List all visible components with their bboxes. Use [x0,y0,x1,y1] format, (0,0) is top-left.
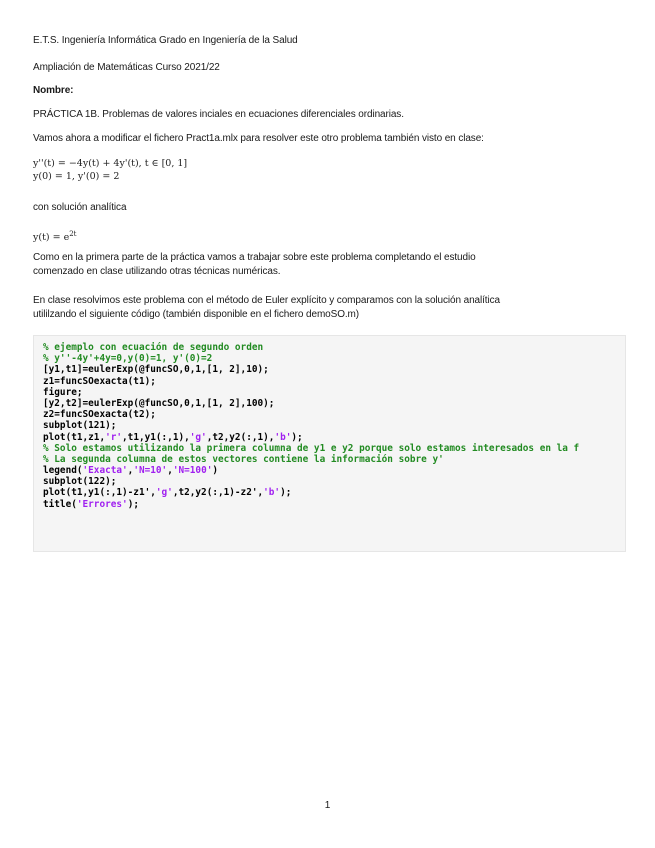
code-text: [y2,t2]=eulerExp(@funcSO,0,1,[1, 2],100); [43,397,275,409]
paragraph-study-line-2: comenzado en clase utilizando otras técnicas numéricas. [33,266,281,277]
code-text: plot(t1,z1, [43,431,106,443]
page-number: 1 [324,800,331,811]
paragraph-class [33,294,593,322]
header-course: Ampliación de Matemáticas Curso 2021/22 [33,62,220,73]
code-string: 'Exacta' [82,465,128,477]
code-text: title( [43,498,77,510]
code-line [43,376,579,387]
code-line [43,387,579,398]
code-string: 'N=10' [133,465,168,477]
intro-text: Vamos ahora a modificar el fichero Pract1a.mlx para resolver este otro problema también visto en clase: [33,133,484,144]
code-text: , [167,465,173,477]
code-text: z1=funcSOexacta(t1); [43,375,156,387]
code-string: 'g' [155,487,173,499]
code-text: [y1,t1]=eulerExp(@funcSO,0,1,[1, 2],10); [43,364,269,376]
code-text: ,t2,y2(:,1)-z2', [172,487,264,499]
code-line [43,409,579,420]
code-text: figure; [43,386,83,398]
code-line [43,342,579,353]
code-string: 'r' [105,431,123,443]
code-line [43,443,579,454]
code-text: ,t2,y2(:,1), [206,431,275,443]
code-string: 'b' [263,487,281,499]
code-text: plot(t1,y1(:,1)-z1', [43,487,156,499]
paragraph-study [33,251,593,279]
code-line [43,487,579,498]
code-line [43,432,579,443]
code-text: legend( [43,465,83,477]
paragraph-class-line-2: utililzando el siguiente código (también disponible en el fichero demoSO.m) [33,309,360,320]
code-text: z2=funcSOexacta(t2); [43,409,156,421]
code-block [33,335,626,552]
analytic-solution [33,228,77,244]
practice-title: PRÁCTICA 1B. Problemas de valores inciales en ecuaciones diferenciales ordinarias. [33,109,404,120]
solution-exponent: 2t [69,230,77,238]
code-line [43,364,579,375]
code-string: 'g' [189,431,207,443]
code-string: 'b' [274,431,292,443]
code-line [43,420,579,431]
code-line [43,454,579,465]
code-comment: % La segunda columna de estos vectores contiene la información sobre y' [43,453,444,465]
initial-conditions: y(0) = 1, y'(0) = 2 [33,171,120,182]
code-comment: % ejemplo con ecuación de segundo orden [43,342,264,353]
code-string: 'Errores' [76,498,128,510]
code-text: subplot(121); [43,420,117,432]
code-line [43,499,579,510]
code-line [43,476,579,487]
code-listing [43,342,579,510]
code-line [43,353,579,364]
header-institution: E.T.S. Ingeniería Informática Grado en Ingeniería de la Salud [33,35,298,46]
name-label: Nombre: [33,85,74,96]
code-text: ); [291,431,303,443]
paragraph-class-line-1: En clase resolvimos este problema con el método de Euler explícito y comparamos con la solución analítica [33,295,500,306]
code-text: subplot(122); [43,476,117,488]
analytic-solution-text: $y(t) = e^{2t}$ [33,230,77,244]
code-string: 'N=100' [172,465,213,477]
code-line [43,398,579,409]
code-comment: % y''-4y'+4y=0,y(0)=1, y'(0)=2 [43,353,213,365]
code-text: ) [212,465,219,477]
code-line [43,465,579,476]
code-text: ); [280,487,292,499]
paragraph-study-line-1: Como en la primera parte de la práctica vamos a trabajar sobre este problema completando el estudio [33,252,476,263]
code-text: ,t1,y1(:,1), [122,431,190,443]
code-comment: % Solo estamos utilizando la primera columna de y1 e y2 porque solo estamos interesados en la f [43,442,580,454]
ode-equation: y''(t) = −4y(t) + 4y'(t), t ∈ [0, 1] [33,158,188,169]
code-text: , [127,465,134,477]
solution-label: con solución analítica [33,202,127,213]
code-text: ); [127,498,139,510]
